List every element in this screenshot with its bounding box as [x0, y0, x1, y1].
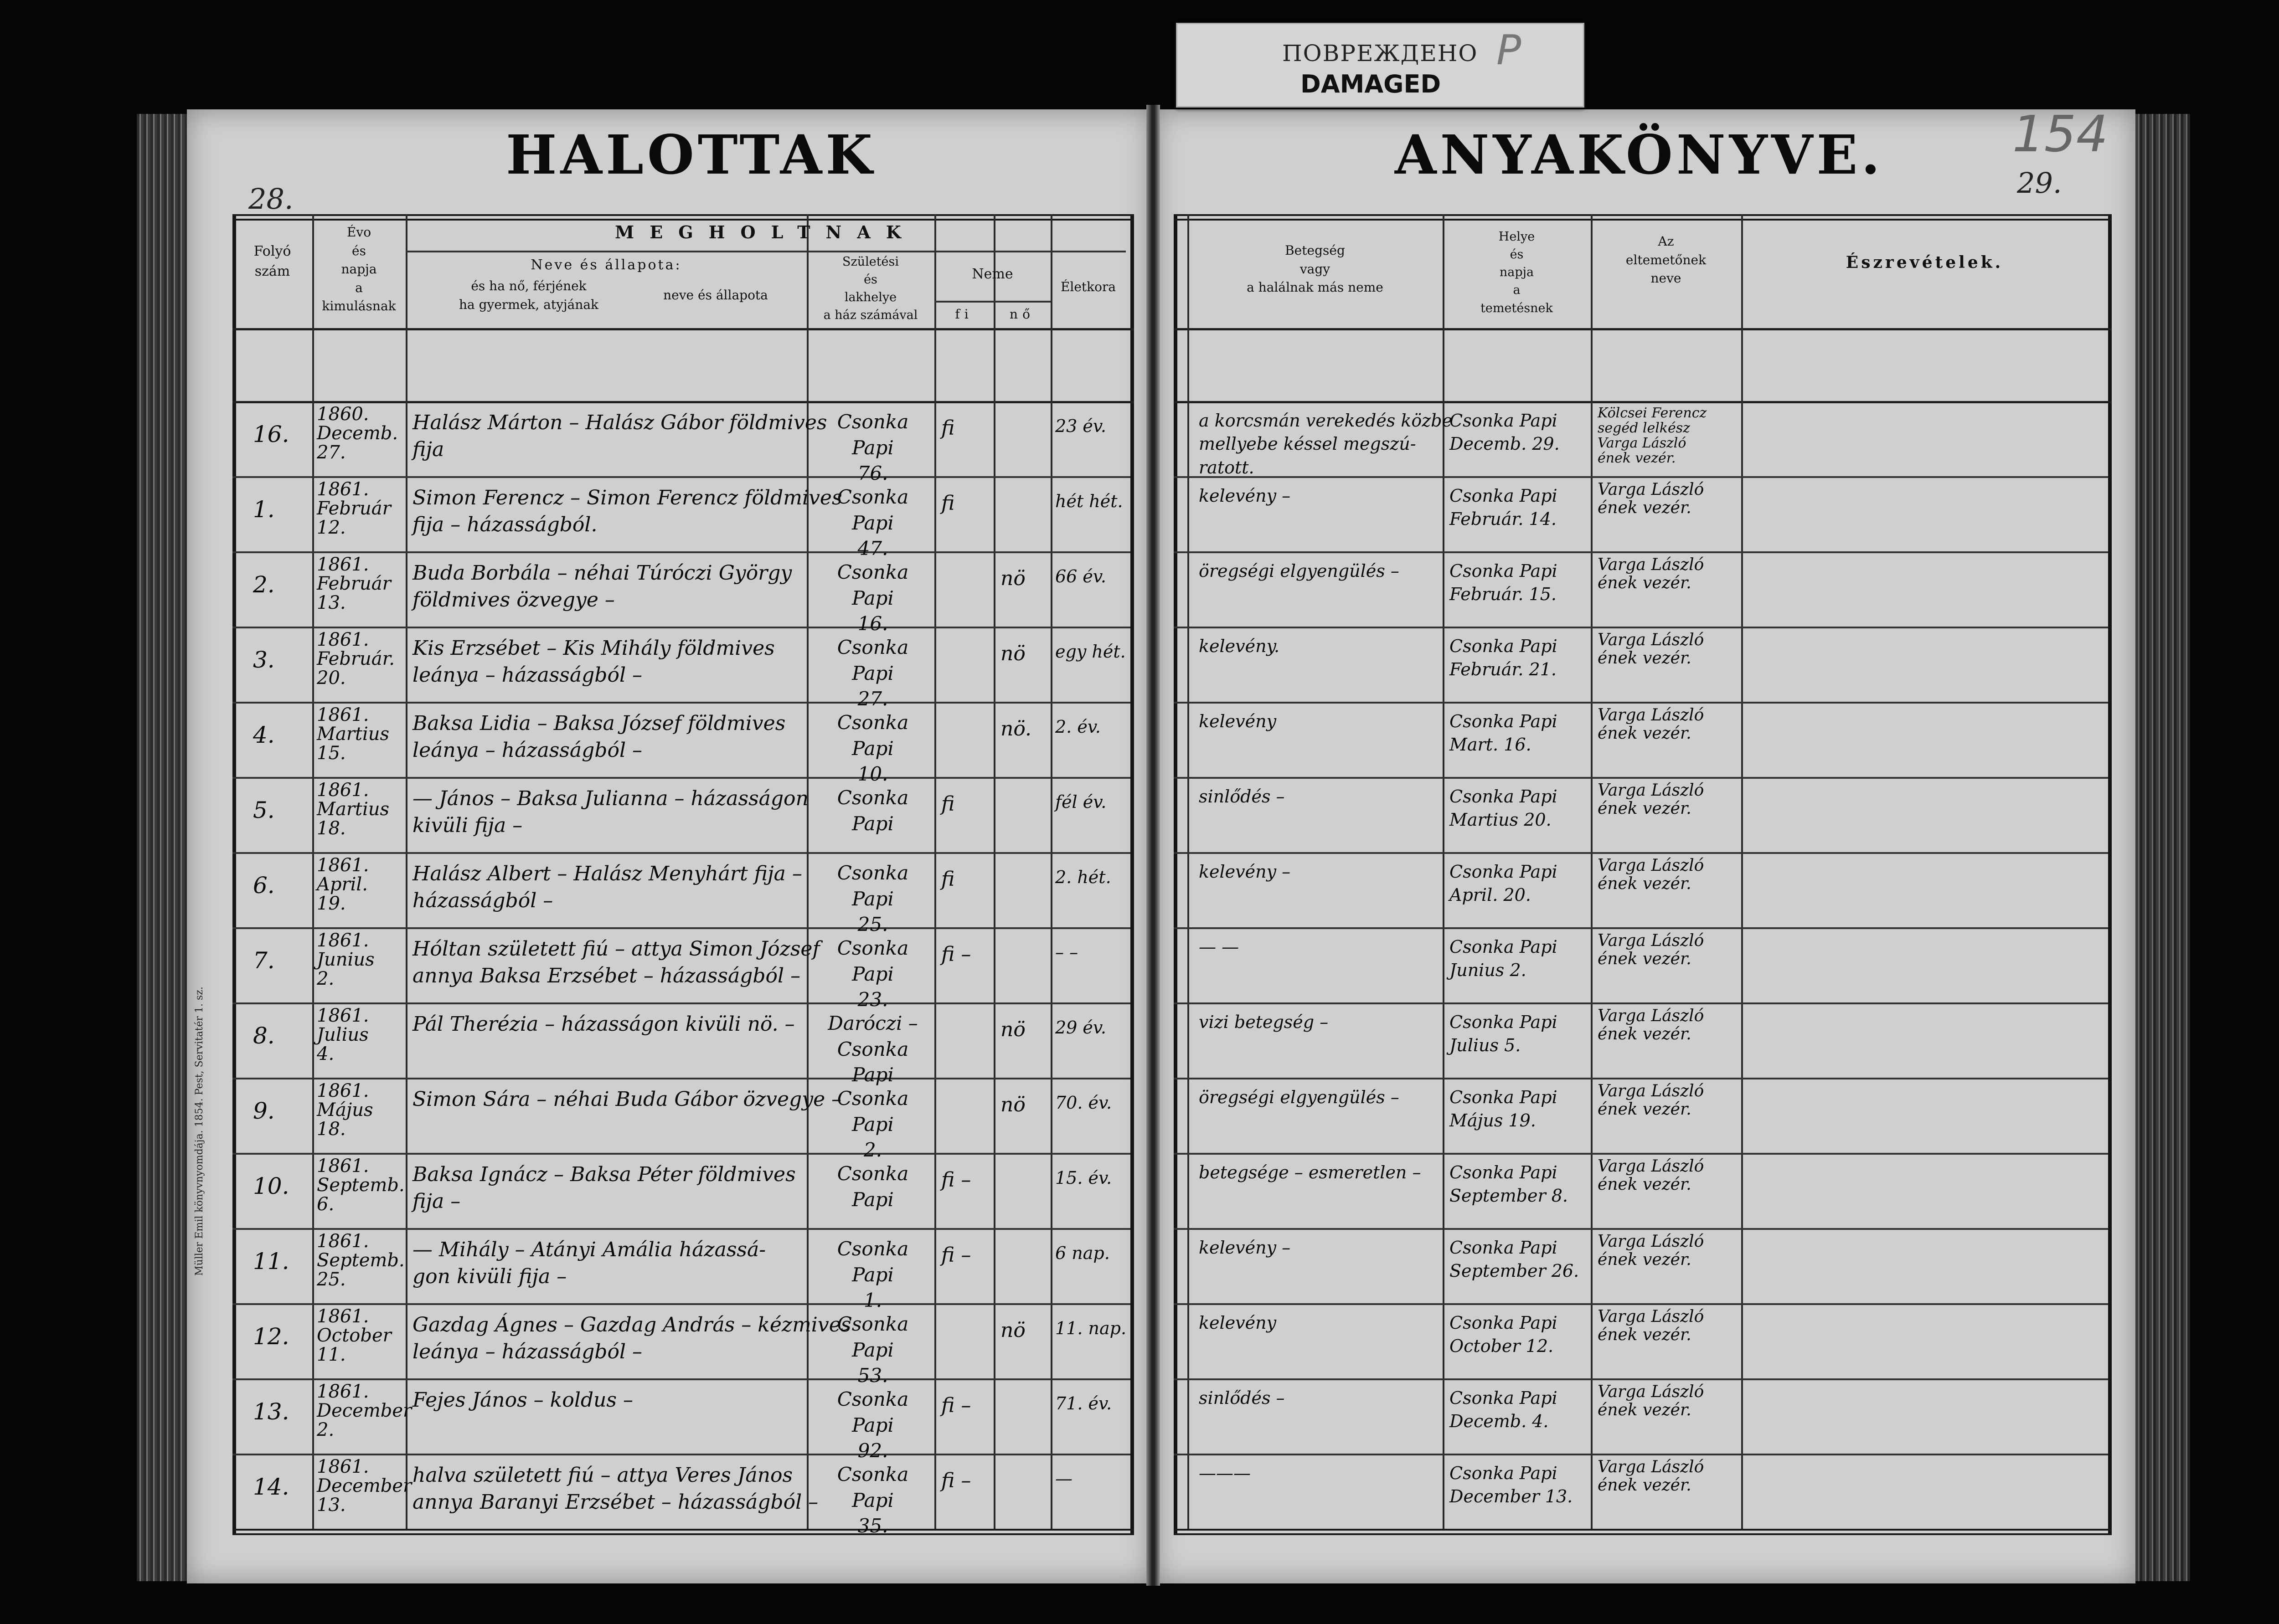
cause-of-death: sinlődés –: [1199, 1388, 1285, 1408]
row-rule: [232, 1378, 1130, 1380]
header-fi: fi: [955, 307, 973, 322]
age-at-death: 2. év.: [1055, 717, 1101, 737]
row-number: 16.: [253, 421, 289, 447]
meghaltnak-rule: [406, 251, 1126, 252]
book-gutter: [1146, 105, 1160, 1586]
buried-by: Varga László ének vezér.: [1598, 1307, 1704, 1344]
age-at-death: 23 év.: [1055, 416, 1106, 436]
row-rule: [232, 927, 1130, 929]
death-date: 1861. October 11.: [317, 1306, 392, 1365]
buried-by: Varga László ének vezér.: [1598, 856, 1704, 893]
buried-by: Varga László ének vezér.: [1598, 555, 1704, 592]
burial-place-date: Csonka Papi Decemb. 4.: [1449, 1388, 1557, 1432]
cause-of-death: a korcsmán verekedés közbe mellyebe késsel megszú- ratott.: [1199, 411, 1453, 478]
age-at-death: 2. hét.: [1055, 867, 1111, 887]
header-meghaltnak: MEGHOLTNAK: [615, 222, 917, 242]
row-number: 9.: [253, 1098, 275, 1124]
birthplace: Csonka Papi 1.: [837, 1238, 909, 1312]
header-eletkora: Életkora: [1060, 279, 1116, 294]
death-date: 1861. December 2.: [317, 1381, 412, 1440]
row-number: 6.: [253, 872, 275, 899]
column-rule: [1187, 214, 1189, 1529]
age-at-death: 11. nap.: [1055, 1318, 1127, 1338]
deceased-name: Hóltan született fiú – attya Simon József annya Baksa Erzsébet – házasságból –: [412, 937, 820, 988]
cause-of-death: kelevény –: [1199, 486, 1291, 506]
buried-by: Varga László ének vezér.: [1598, 1007, 1704, 1043]
body-start-rule: [232, 401, 1134, 403]
damaged-label-mark: P: [1496, 26, 1521, 74]
deceased-name: — Mihály – Atányi Amália házassá- gon kivüli fija –: [412, 1238, 766, 1289]
burial-place-date: Csonka Papi April. 20.: [1449, 862, 1557, 905]
sex-male: fi: [941, 416, 955, 440]
burial-place-date: Csonka Papi Február. 14.: [1449, 486, 1557, 529]
burial-place-date: Csonka Papi Május 19.: [1449, 1087, 1557, 1131]
cause-of-death: öregségi elgyengülés –: [1199, 561, 1399, 581]
row-number: 12.: [253, 1323, 289, 1350]
sex-female: nö.: [1000, 717, 1032, 740]
column-rule: [1591, 214, 1593, 1529]
birthplace: Csonka Papi 92.: [837, 1388, 909, 1462]
cause-of-death: betegsége – esmeretlen –: [1199, 1162, 1421, 1182]
buried-by: Varga László ének vezér.: [1598, 1382, 1704, 1419]
birthplace: Csonka Papi 25.: [837, 862, 909, 936]
deceased-name: Pál Therézia – házasságon kivüli nö. –: [412, 1012, 795, 1036]
row-rule: [232, 1454, 1130, 1455]
row-rule: [232, 1078, 1130, 1079]
burial-place-date: Csonka Papi Julius 5.: [1449, 1012, 1557, 1056]
birthplace: Csonka Papi 10.: [837, 711, 909, 786]
folio-left: 28.: [248, 182, 294, 216]
burial-place-date: Csonka Papi October 12.: [1449, 1313, 1557, 1357]
sex-male: fi: [941, 792, 955, 816]
row-number: 13.: [253, 1398, 289, 1425]
birthplace: Csonka Papi: [837, 1162, 909, 1211]
row-number: 7.: [253, 947, 275, 974]
birthplace: Csonka Papi 16.: [837, 561, 909, 635]
column-rule: [934, 214, 936, 1529]
sex-male: fi –: [941, 1168, 971, 1192]
row-rule: [1174, 1228, 2108, 1230]
top-rule: [1174, 214, 2112, 221]
row-rule: [1174, 777, 2108, 779]
cause-of-death: vizi betegség –: [1199, 1012, 1329, 1032]
header-eszrevetelek: Észrevételek.: [1846, 253, 2004, 272]
row-rule: [1174, 1303, 2108, 1305]
sex-female: nö: [1000, 567, 1026, 590]
death-date: 1861. December 13.: [317, 1456, 412, 1516]
buried-by: Varga László ének vezér.: [1598, 931, 1704, 968]
row-rule: [232, 627, 1130, 628]
sex-female: nö: [1000, 1093, 1026, 1116]
header-no: nő: [1010, 307, 1035, 322]
age-at-death: – –: [1055, 942, 1078, 962]
buried-by: Varga László ének vezér.: [1598, 480, 1704, 517]
damaged-label-russian: ПОВРЕЖДЕНО: [1282, 40, 1478, 67]
cause-of-death: kelevény.: [1199, 636, 1280, 656]
folio-right: 29.: [2017, 166, 2062, 200]
row-rule: [232, 1002, 1130, 1004]
book-edge-right: [2135, 114, 2190, 1581]
column-rule: [1741, 214, 1743, 1529]
right-frame-line: [1130, 214, 1134, 1533]
body-start-rule: [1174, 401, 2112, 403]
age-at-death: —: [1055, 1469, 1072, 1489]
cause-of-death: — —: [1199, 937, 1239, 957]
burial-place-date: Csonka Papi December 13.: [1449, 1463, 1573, 1507]
row-number: 5.: [253, 797, 275, 823]
cause-of-death: kelevény: [1199, 1313, 1277, 1333]
birthplace: Csonka Papi 35.: [837, 1463, 909, 1537]
age-at-death: fél év.: [1055, 792, 1107, 812]
row-rule: [1174, 1454, 2108, 1455]
sex-male: fi –: [941, 1244, 971, 1267]
damaged-label: [1176, 23, 1584, 108]
death-date: 1861. Február. 20.: [317, 629, 395, 689]
sex-male: fi: [941, 492, 955, 515]
column-rule: [312, 214, 314, 1529]
right-page: [1155, 109, 2135, 1583]
row-number: 11.: [253, 1248, 289, 1275]
death-date: 1861. April. 19.: [317, 855, 369, 914]
deceased-name: — János – Baksa Julianna – házasságon kivüli fija –: [412, 787, 809, 838]
birthplace: Csonka Papi 47.: [837, 486, 909, 560]
sex-male: fi –: [941, 1394, 971, 1417]
age-at-death: 71. év.: [1055, 1393, 1112, 1413]
birthplace: Csonka Papi 23.: [837, 937, 909, 1011]
deceased-name: Baksa Ignácz – Baksa Péter földmives fija –: [412, 1163, 796, 1213]
buried-by: Varga László ének vezér.: [1598, 1082, 1704, 1119]
death-date: 1861. Február 13.: [317, 554, 391, 613]
title-right: ANYAKÖNYVE.: [1395, 123, 1884, 186]
birthplace: Daróczi – Csonka Papi: [828, 1012, 918, 1086]
death-date: 1861. Junius 2.: [317, 930, 375, 989]
header-neve-sub: és ha nő, férjének ha gyermek, atyjának: [459, 278, 599, 312]
row-rule: [1174, 1078, 2108, 1079]
row-rule: [1174, 551, 2108, 553]
row-rule: [232, 852, 1130, 854]
row-number: 2.: [253, 571, 275, 598]
age-at-death: 70. év.: [1055, 1093, 1112, 1113]
death-date: 1861. Február 12.: [317, 479, 391, 538]
buried-by: Varga László ének vezér.: [1598, 1232, 1704, 1269]
header-helye: Helye és napja a temetésnek: [1480, 230, 1553, 315]
row-rule: [232, 1303, 1130, 1305]
death-date: 1861. Septemb. 25.: [317, 1231, 405, 1290]
header-szuletesi: Születési és lakhelye a ház számával: [823, 255, 918, 323]
deceased-name: Baksa Lidia – Baksa József földmives leánya – házasságból –: [412, 712, 786, 762]
buried-by: Varga László ének vezér.: [1598, 781, 1704, 818]
buried-by: Varga László ének vezér.: [1598, 1157, 1704, 1194]
death-date: 1861. Martius 18.: [317, 780, 390, 839]
buried-by: Kölcsei Ferencz segéd lelkész Varga László ének vezér.: [1598, 405, 1707, 466]
header-evo: Évo és napja a kimulásnak: [322, 225, 396, 314]
row-rule: [1174, 702, 2108, 704]
row-number: 10.: [253, 1173, 289, 1199]
deceased-name: Buda Borbála – néhai Túróczi György földmives özvegye –: [412, 561, 792, 612]
column-rule: [1051, 214, 1052, 1529]
cause-of-death: öregségi elgyengülés –: [1199, 1087, 1399, 1107]
row-number: 1.: [253, 496, 275, 523]
burial-place-date: Csonka Papi September 26.: [1449, 1238, 1579, 1281]
cause-of-death: kelevény –: [1199, 1238, 1291, 1258]
sex-female: nö: [1000, 1319, 1026, 1342]
header-neme: Neme: [972, 266, 1013, 282]
death-date: 1861. Julius 4.: [317, 1005, 369, 1064]
bottom-rule: [232, 1529, 1134, 1535]
deceased-name: Kis Erzsébet – Kis Mihály földmives leánya – házasságból –: [412, 637, 775, 687]
burial-place-date: Csonka Papi Február. 21.: [1449, 636, 1557, 680]
birthplace: Csonka Papi 2.: [837, 1087, 909, 1161]
title-left: HALOTTAK: [506, 123, 876, 186]
age-at-death: 15. év.: [1055, 1168, 1112, 1188]
row-number: 8.: [253, 1023, 275, 1049]
bottom-rule: [1174, 1529, 2112, 1535]
row-rule: [1174, 627, 2108, 628]
death-date: 1861. Septemb. 6.: [317, 1156, 405, 1215]
age-at-death: 6 nap.: [1055, 1243, 1110, 1263]
row-number: 3.: [253, 647, 275, 673]
fi-no-rule: [994, 303, 995, 1529]
birthplace: Csonka Papi 27.: [837, 636, 909, 710]
buried-by: Varga László ének vezér.: [1598, 1458, 1704, 1495]
deceased-name: halva született fiú – attya Veres János annya Baranyi Erzsébet – házasságból –: [412, 1464, 819, 1514]
burial-place-date: Csonka Papi Február. 15.: [1449, 561, 1557, 605]
cause-of-death: kelevény: [1199, 711, 1277, 731]
row-rule: [232, 476, 1130, 478]
row-number: 14.: [253, 1474, 289, 1500]
row-number: 4.: [253, 722, 275, 748]
birthplace: Csonka Papi: [837, 786, 909, 835]
row-rule: [1174, 1002, 2108, 1004]
burial-place-date: Csonka Papi Junius 2.: [1449, 937, 1557, 981]
deceased-name: Gazdag Ágnes – Gazdag András – kézmives leánya – házasságból –: [412, 1313, 851, 1364]
burial-place-date: Csonka Papi Martius 20.: [1449, 786, 1557, 830]
burial-place-date: Csonka Papi September 8.: [1449, 1162, 1568, 1206]
birthplace: Csonka Papi 76.: [837, 411, 909, 485]
right-frame-line: [2108, 214, 2112, 1533]
column-rule: [406, 214, 407, 1529]
row-rule: [1174, 1378, 2108, 1380]
age-at-death: 29 év.: [1055, 1018, 1106, 1038]
age-at-death: egy hét.: [1055, 642, 1126, 662]
row-rule: [232, 777, 1130, 779]
sex-female: nö: [1000, 1018, 1026, 1041]
deceased-name: Simon Sára – néhai Buda Gábor özvegye –: [412, 1088, 842, 1111]
header-eltemeto: Az eltemetőnek neve: [1625, 234, 1707, 286]
sex-male: fi –: [941, 943, 971, 966]
cause-of-death: sinlődés –: [1199, 786, 1285, 807]
row-rule: [1174, 1153, 2108, 1155]
sex-male: fi –: [941, 1469, 971, 1492]
row-rule: [232, 1153, 1130, 1155]
book-edge-left: [137, 114, 187, 1581]
row-rule: [232, 1228, 1130, 1230]
damaged-label-english: DAMAGED: [1300, 70, 1441, 98]
death-date: 1860. Decemb. 27.: [317, 404, 398, 463]
burial-place-date: Csonka Papi Mart. 16.: [1449, 711, 1557, 755]
row-rule: [1174, 927, 2108, 929]
deceased-name: Halász Márton – Halász Gábor földmives fija: [412, 411, 827, 462]
row-rule: [1174, 852, 2108, 854]
deceased-name: Halász Albert – Halász Menyhárt fija – házasságból –: [412, 862, 802, 913]
deceased-name: Simon Ferencz – Simon Ferencz földmives fija – házasságból.: [412, 486, 842, 537]
left-frame-line: [1174, 214, 1177, 1533]
header-rule: [1174, 328, 2112, 330]
header-rule: [232, 328, 1134, 330]
header-folyo: Folyó szám: [253, 243, 291, 279]
burial-place-date: Csonka Papi Decemb. 29.: [1449, 411, 1560, 454]
row-rule: [232, 551, 1130, 553]
neme-rule: [934, 301, 1051, 303]
sex-male: fi: [941, 868, 955, 891]
death-date: 1861. Május 18.: [317, 1080, 373, 1140]
cause-of-death: kelevény –: [1199, 862, 1291, 882]
sex-female: nö: [1000, 642, 1026, 665]
cause-of-death: ———: [1199, 1463, 1251, 1483]
age-at-death: hét hét.: [1055, 491, 1123, 511]
deceased-name: Fejes János – koldus –: [412, 1388, 633, 1412]
folio-handwritten: 154: [2012, 105, 2108, 163]
printer-note: Müller Emil könyvnyomdája. 1854. Pest, Servitatér 1. sz.: [194, 987, 205, 1276]
buried-by: Varga László ének vezér.: [1598, 706, 1704, 743]
age-at-death: 66 év.: [1055, 566, 1106, 586]
birthplace: Csonka Papi 53.: [837, 1313, 909, 1387]
left-frame-line: [232, 214, 236, 1533]
row-rule: [232, 702, 1130, 704]
buried-by: Varga László ének vezér.: [1598, 631, 1704, 668]
header-betegseg: Betegség vagy a halálnak más neme: [1247, 243, 1383, 295]
header-neve: Neve és állapota:: [531, 257, 682, 273]
header-neve-sub2: neve és állapota: [663, 288, 768, 303]
death-date: 1861. Martius 15.: [317, 704, 390, 764]
